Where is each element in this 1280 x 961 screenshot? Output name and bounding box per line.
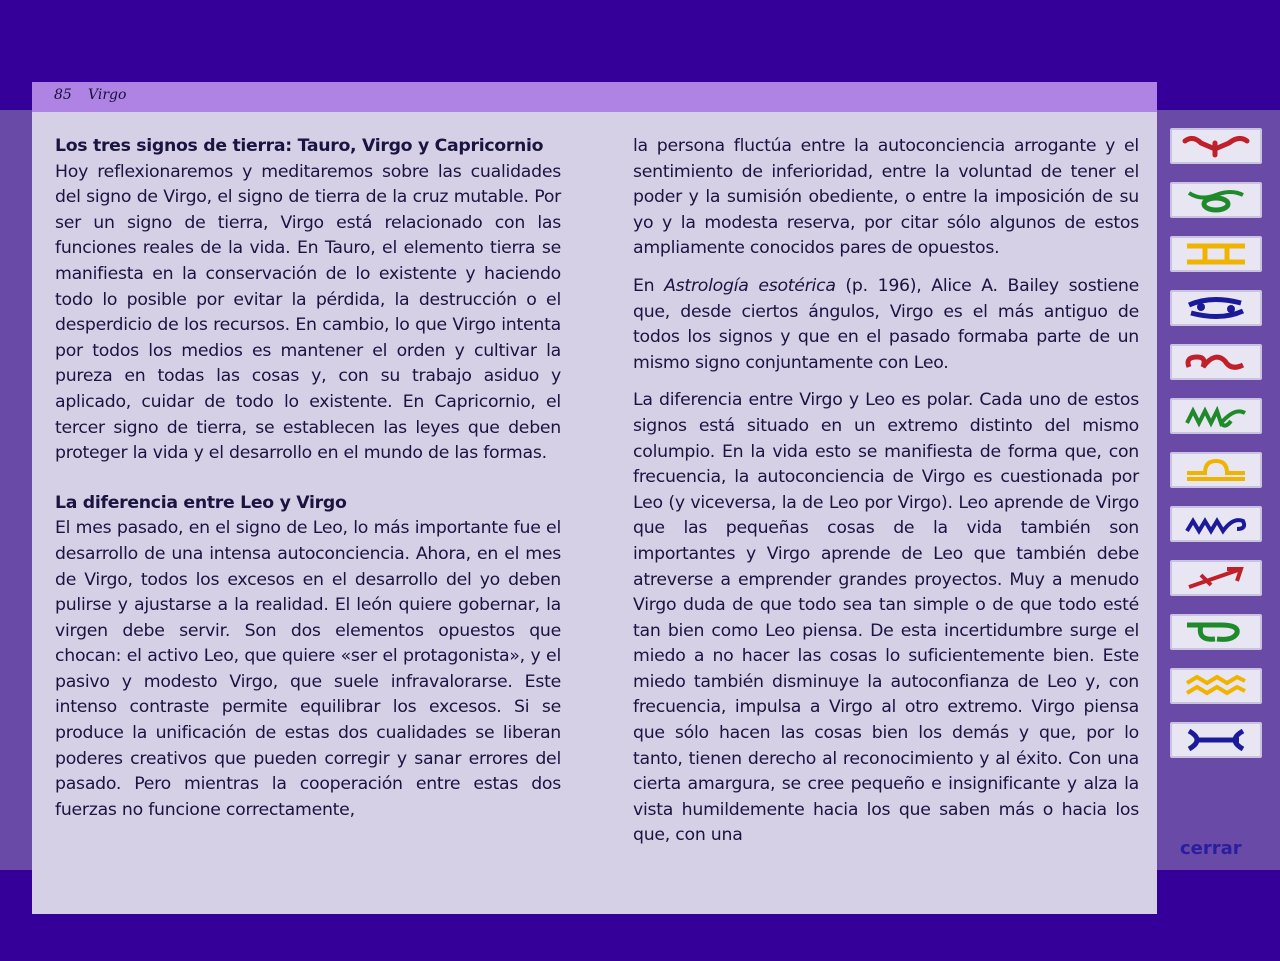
zodiac-button-libra[interactable] (1170, 452, 1262, 488)
cancer-icon (1181, 295, 1251, 321)
left-column (55, 134, 561, 835)
paragraph: El mes pasado, en el signo de Leo, lo más importante fue el desarrollo de una intensa autoconciencia. Ahora, en el mes de Virgo, todos los excesos en el desarrollo del yo deben pulirse y ajustarse a la realidad. El león quiere gobernar, la virgen debe servir. Son dos elementos opuestos que chocan: el activo Leo, que quiere «ser el protagonista», y el pasivo y modesto Virgo, que suele infravalorarse. Este intenso contraste permite equilibrar los excesos. Si se produce la unificación de estas dos cualidades se liberan poderes creativos que pueden corregir y sanar errores del pasado. Pero mientras la cooperación entre estas dos fuerzas no funcione correctamente, (55, 518, 561, 820)
virgo-icon (1181, 403, 1251, 429)
sagittarius-icon (1181, 565, 1251, 591)
paragraph: La diferencia entre Virgo y Leo es polar. Cada uno de estos signos está situado en un extremo distinto del mismo columpio. En la vida esto se manifiesta de forma que, con frecuencia, la autoconciencia de Virgo es cuestionada por Leo (y viceversa, la de Leo por Virgo). Leo aprende de Virgo que las pequeñas cosas de la vida también son importantes y Virgo aprende de Leo que también debe atreverse a emprender grandes proyectos. Muy a menudo Virgo duda de que todo sea tan simple o de que todo esté tan bien como Leo piensa. De esta incertidumbre surge el miedo a no hacer las cosas lo suficientemente bien. Este miedo también disminuye la autoconfianza de Leo y, con frecuencia, impulsa a Virgo al otro extremo. Virgo piensa que sólo hacen las cosas bien los demás y que, por lo tanto, tienen derecho al reconocimiento y al éxito. Con una cierta amargura, se cree pequeño e insignificante y alza la vista humildemente hacia los que saben más o hacia los que, con una (633, 390, 1139, 846)
zodiac-button-cancer[interactable] (1170, 290, 1262, 326)
book-title: Astrología esotérica (664, 275, 836, 296)
paragraph: la persona fluctúa entre la autoconciencia arrogante y el sentimiento de inferioridad, entre la voluntad de tener el poder y la sumisión obediente, o entre la imposición de su yo y la modesta reserva, por citar sólo algunos de estos ampliamente conocidos pares de opuestos. (633, 136, 1139, 259)
zodiac-button-scorpio[interactable] (1170, 506, 1262, 542)
libra-icon (1181, 457, 1251, 483)
text-span: En (633, 275, 665, 296)
zodiac-button-leo[interactable] (1170, 344, 1262, 380)
gemini-icon (1181, 241, 1251, 267)
section-heading: La diferencia entre Leo y Virgo (55, 492, 347, 513)
text-span: (p. 196), Alice A. Bailey sostiene que, desde ciertos ángulos, Virgo es el más antiguo de todos los signos y que en el pasado formaba parte de un mismo signo conjuntamente con Leo. (633, 275, 1139, 373)
close-button[interactable]: cerrar (1180, 838, 1242, 859)
leo-icon (1181, 349, 1251, 375)
book-page (32, 82, 1157, 914)
page-header (32, 82, 1157, 112)
zodiac-button-capricorn[interactable] (1170, 614, 1262, 650)
zodiac-button-gemini[interactable] (1170, 236, 1262, 272)
scorpio-icon (1181, 511, 1251, 537)
page-number: 85 (54, 87, 72, 103)
zodiac-button-aries[interactable] (1170, 128, 1262, 164)
zodiac-button-aquarius[interactable] (1170, 668, 1262, 704)
zodiac-button-pisces[interactable] (1170, 722, 1262, 758)
pisces-icon (1181, 727, 1251, 753)
taurus-icon (1181, 187, 1251, 213)
page-running-title: Virgo (88, 87, 127, 103)
capricorn-icon (1181, 619, 1251, 645)
paragraph (633, 274, 1139, 376)
zodiac-button-virgo[interactable] (1170, 398, 1262, 434)
right-column (633, 134, 1139, 861)
paragraph: Hoy reflexionaremos y meditaremos sobre las cualidades del signo de Virgo, el signo de tierra de la cruz mutable. Por ser un signo de tierra, Virgo está relacionado con las funciones reales de la vida. En Tauro, el elemento tierra se manifiesta en la conservación de lo existente y haciendo todo lo posible por evitar la pérdida, la destrucción o el desperdicio de los recursos. En cambio, lo que Virgo intenta por todos los medios es mantener el orden y cultivar la pureza en todas las cosas y, con su trabajo asiduo y aplicado, cuidar de todo lo existente. En Capricornio, el tercer signo de tierra, se establecen las leyes que deben proteger la vida y el desarrollo en el mundo de las formas. (55, 161, 561, 464)
aquarius-icon (1181, 673, 1251, 699)
zodiac-button-taurus[interactable] (1170, 182, 1262, 218)
aries-icon (1181, 133, 1251, 159)
zodiac-button-sagittarius[interactable] (1170, 560, 1262, 596)
zodiac-nav (1170, 128, 1266, 776)
section-heading: Los tres signos de tierra: Tauro, Virgo y Capricornio (55, 136, 544, 156)
